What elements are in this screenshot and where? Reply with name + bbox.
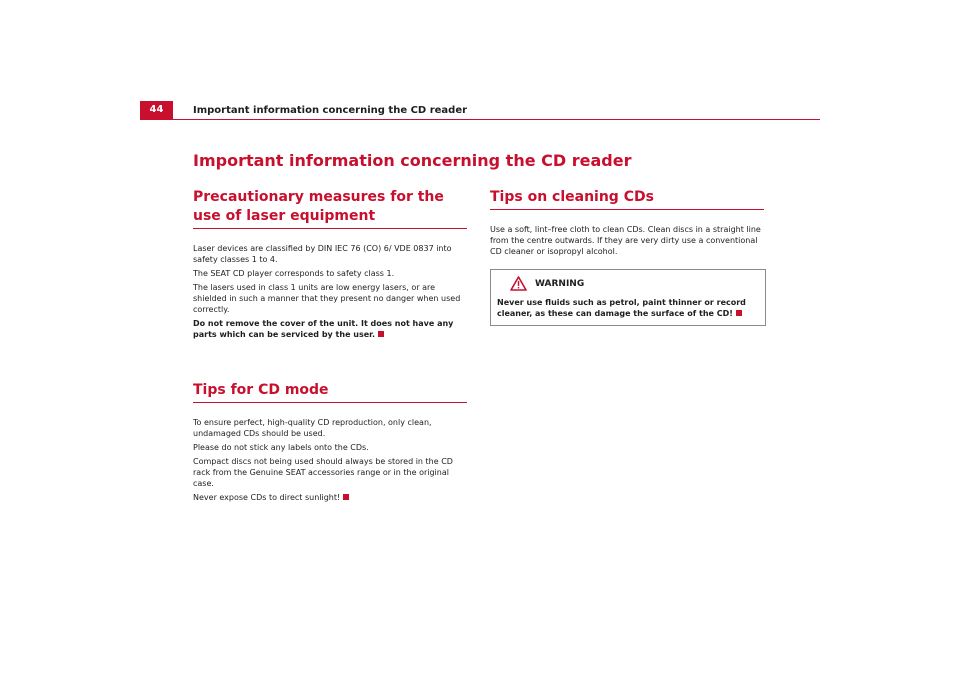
paragraph: Please do not stick any labels onto the CDs. xyxy=(193,443,369,452)
paragraph: Laser devices are classified by DIN IEC 76 (CO) 6/ VDE 0837 into safety classes 1 to 4. xyxy=(193,244,452,264)
warning-label: WARNING xyxy=(535,278,585,289)
section-laser xyxy=(193,188,467,340)
end-mark-icon xyxy=(736,310,742,316)
paragraph: Compact discs not being used should always be stored in the CD rack from the Genuine SEAT accessories range or in the original case. xyxy=(193,457,453,488)
section-title-cd-mode: Tips for CD mode xyxy=(193,381,467,403)
section-body-cd-mode xyxy=(193,417,467,503)
section-title-laser: Precautionary measures for the use of laser equipment xyxy=(193,188,467,229)
page-number: 44 xyxy=(140,101,173,119)
right-column xyxy=(490,188,764,326)
paragraph: Use a soft, lint–free cloth to clean CDs. Clean discs in a straight line from the centre outwards. If they are very dirty use a conventional CD cleaner or isopropyl alcohol. xyxy=(490,225,761,256)
paragraph-text: Never expose CDs to direct sunlight! xyxy=(193,493,341,502)
paragraph: The SEAT CD player corresponds to safety class 1. xyxy=(193,269,395,278)
warning-text xyxy=(497,297,759,319)
bold-text: Do not remove the cover of the unit. It does not have any parts which can be serviced by the user. xyxy=(193,319,454,339)
section-title-cleaning: Tips on cleaning CDs xyxy=(490,188,764,210)
paragraph-bold xyxy=(193,318,467,340)
section-cleaning xyxy=(490,188,764,326)
left-column xyxy=(193,188,467,506)
paragraph xyxy=(193,492,467,503)
end-mark-icon xyxy=(378,331,384,337)
warning-text-content: Never use fluids such as petrol, paint thinner or record cleaner, as these can damage the surface of the CD! xyxy=(497,298,746,318)
chapter-title: Important information concerning the CD reader xyxy=(193,151,632,170)
running-header: Important information concerning the CD reader xyxy=(193,105,468,116)
end-mark-icon xyxy=(343,494,349,500)
warning-box xyxy=(490,269,766,326)
header-rule xyxy=(140,119,820,120)
paragraph: To ensure perfect, high-quality CD reproduction, only clean, undamaged CDs should be used. xyxy=(193,418,432,438)
paragraph: The lasers used in class 1 units are low energy lasers, or are shielded in such a manner that they present no danger when used correctly. xyxy=(193,283,461,314)
section-body-laser xyxy=(193,243,467,340)
section-cd-mode xyxy=(193,381,467,503)
section-body-cleaning xyxy=(490,224,764,257)
warning-triangle-icon xyxy=(510,276,527,291)
warning-header xyxy=(497,276,759,291)
